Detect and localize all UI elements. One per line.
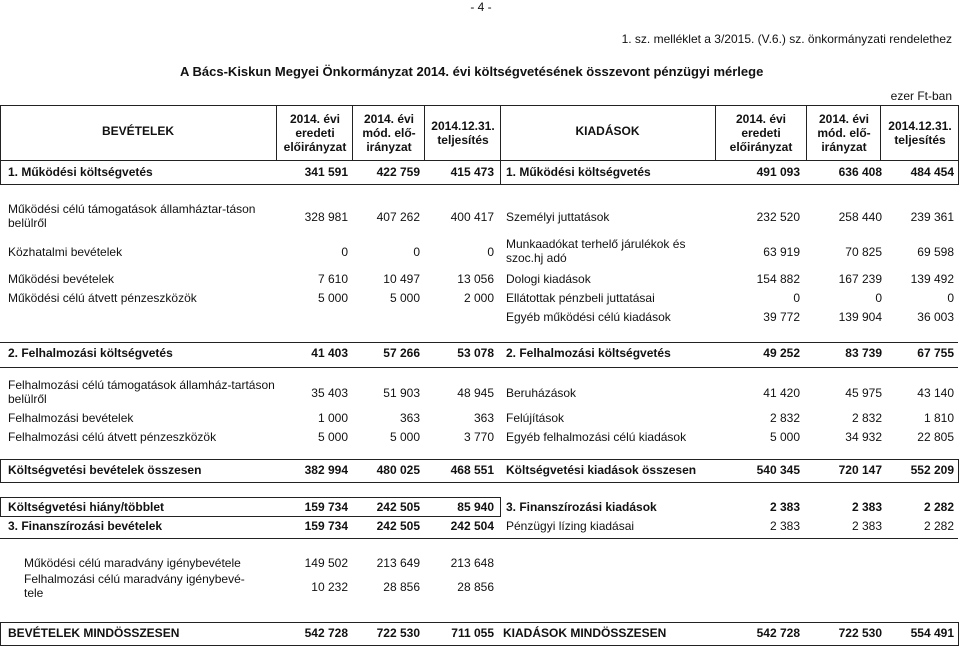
right-s1-row0-v1: 258 440 [838,210,882,224]
right-s1-row1-label: Munkaadókat terhelő járulékok és szoc.hj adó [506,237,686,265]
right-s2-row0-v0: 41 420 [763,386,800,400]
right-s3-v0: 2 383 [769,500,800,514]
right-grand-v1: 722 530 [838,626,882,640]
right-s3-row0-v0: 2 383 [769,519,800,533]
left-s3-row1-v0: 10 232 [311,580,348,594]
page-number: - 4 - [470,0,492,14]
left-s1-label: 1. Működési költségvetés [8,165,153,179]
right-s1-label: 1. Működési költségvetés [506,165,651,179]
right-s1-row4-v1: 139 904 [838,310,882,324]
right-s1-row2-label: Dologi kiadások [506,272,591,286]
deficit-v2: 85 940 [457,500,494,514]
left-s3-v1: 242 505 [376,519,420,533]
right-s1-row1-v2: 69 598 [917,245,954,259]
right-s2-row1-label: Felújítások [506,411,565,425]
left-s2-label: 2. Felhalmozási költségvetés [8,346,173,360]
right-s2-row0-label: Beruházások [506,386,577,400]
left-s3-row0-label: Működési célú maradvány igénybevétele [24,556,241,570]
left-s3-v0: 159 734 [304,519,348,533]
right-s2-row0-v1: 45 975 [845,386,882,400]
left-s3-row0-v1: 213 649 [376,556,420,570]
left-s1-row3-v2: 2 000 [463,291,494,305]
left-grand-v2: 711 055 [451,626,494,640]
right-s1-v2: 484 454 [910,165,954,179]
left-s1-row1-v1: 0 [413,245,420,259]
left-s1-row0-label: Működési célú támogatások államháztar-táson belülről [8,202,256,230]
right-s1-row2-v1: 167 239 [838,272,882,286]
left-s2-row0-label: Felhalmozási célú támogatások államház-tartáson belülről [8,378,275,406]
right-s2-row1-v1: 2 832 [851,411,882,425]
right-s1-row0-label: Személyi juttatások [506,210,610,224]
right-s2-v1: 83 739 [845,346,882,360]
deficit-label: Költségvetési hiány/többlet [8,500,165,514]
deficit-v1: 242 505 [376,500,420,514]
left-s1-row0-v1: 407 262 [376,210,420,224]
left-s3-label: 3. Finanszírozási bevételek [8,519,163,533]
left-s2-row1-v1: 363 [399,411,420,425]
right-s2-row1-v2: 1 810 [923,411,954,425]
col-actual-left: 2014.12.31. teljesítés [431,119,495,147]
right-s3-row0-v2: 2 282 [923,519,954,533]
right-total-v2: 552 209 [910,463,954,477]
left-s2-row0-v2: 48 945 [457,386,494,400]
left-s1-row0-v0: 328 981 [304,210,348,224]
left-s3-v2: 242 504 [450,519,494,533]
right-s1-row4-v0: 39 772 [763,310,800,324]
left-s1-row3-label: Működési célú átvett pénzeszközök [8,291,197,305]
left-s1-row1-v0: 0 [341,245,348,259]
col-original-right: 2014. évi eredeti előirányzat [729,112,793,154]
left-s1-row2-v2: 13 056 [457,272,494,286]
left-s2-v2: 53 078 [457,346,494,360]
right-s2-row1-v0: 2 832 [769,411,800,425]
left-s1-v1: 422 759 [376,165,420,179]
right-s3-row0-v1: 2 383 [851,519,882,533]
left-s2-row0-v1: 51 903 [383,386,420,400]
deficit-v0: 159 734 [304,500,348,514]
right-total-v0: 540 345 [756,463,800,477]
left-s1-row1-v2: 0 [487,245,494,259]
right-s1-row0-v2: 239 361 [910,210,954,224]
left-s3-row1-label: Felhalmozási célú maradvány igénybevé-tele [24,572,245,600]
right-s1-v1: 636 408 [838,165,882,179]
col-modified-right: 2014. évi mód. elő-irányzat [817,112,871,154]
right-s1-row4-label: Egyéb működési célú kiadások [506,310,671,324]
left-total-v0: 382 994 [304,463,348,477]
left-s2-v1: 57 266 [383,346,420,360]
left-s1-row2-v0: 7 610 [317,272,348,286]
right-s1-row2-v0: 154 882 [756,272,800,286]
left-s2-row2-v0: 5 000 [317,430,348,444]
left-s2-row2-v1: 5 000 [389,430,420,444]
left-s1-v0: 341 591 [304,165,348,179]
left-s2-row2-v2: 3 770 [463,430,494,444]
left-total-label: Költségvetési bevételek összesen [8,463,202,477]
right-s2-row2-v2: 22 805 [917,430,954,444]
left-s3-row1-v2: 28 856 [457,580,494,594]
revenues-header: BEVÉTELEK [101,124,174,138]
left-s2-v0: 41 403 [311,346,348,360]
expenses-header: KIADÁSOK [575,124,640,138]
right-s2-row2-v0: 5 000 [769,430,800,444]
left-s2-row0-v0: 35 403 [311,386,348,400]
right-s1-row3-v0: 0 [793,291,800,305]
left-s1-row3-v1: 5 000 [389,291,420,305]
page-title: A Bács-Kiskun Megyei Önkormányzat 2014. évi költségvetésének összevont pénzügyi mérlege [180,64,764,79]
left-s1-v2: 415 473 [450,165,494,179]
right-s1-v0: 491 093 [756,165,800,179]
right-s2-v0: 49 252 [763,346,800,360]
left-s2-row2-label: Felhalmozási célú átvett pénzeszközök [8,430,217,444]
right-s1-row1-v0: 63 919 [763,245,800,259]
right-grand-label: KIADÁSOK MINDÖSSZESEN [503,626,667,640]
left-s1-row2-v1: 10 497 [383,272,420,286]
left-total-v2: 468 551 [450,463,494,477]
left-s1-row2-label: Működési bevételek [8,272,115,286]
right-s1-row0-v0: 232 520 [756,210,800,224]
right-total-v1: 720 147 [838,463,882,477]
left-s1-row0-v2: 400 417 [450,210,494,224]
right-s1-row2-v2: 139 492 [910,272,954,286]
right-s2-row0-v2: 43 140 [917,386,954,400]
right-s1-row3-v1: 0 [875,291,882,305]
right-total-label: Költségvetési kiadások összesen [506,463,697,477]
right-s2-v2: 67 755 [917,346,954,360]
right-grand-v0: 542 728 [756,626,800,640]
left-s1-row3-v0: 5 000 [317,291,348,305]
right-s2-row2-label: Egyéb felhalmozási célú kiadások [506,430,687,444]
left-s2-row1-v0: 1 000 [317,411,348,425]
left-s1-row1-label: Közhatalmi bevételek [8,245,123,259]
right-s1-row3-v2: 0 [947,291,954,305]
right-s3-v2: 2 282 [923,500,954,514]
col-modified-left: 2014. évi mód. elő-irányzat [362,112,416,154]
right-s3-row0-label: Pénzügyi lízing kiadásai [506,519,635,533]
left-s3-row0-v2: 213 648 [450,556,494,570]
left-grand-v0: 542 728 [304,626,348,640]
right-s2-label: 2. Felhalmozási költségvetés [506,346,671,360]
right-s3-v1: 2 383 [851,500,882,514]
left-s3-row1-v1: 28 856 [383,580,420,594]
left-s2-row1-label: Felhalmozási bevételek [8,411,134,425]
annex-note: 1. sz. melléklet a 3/2015. (V.6.) sz. önkormányzati rendelethez [621,32,952,46]
right-s1-row3-label: Ellátottak pénzbeli juttatásai [506,291,655,305]
unit-label: ezer Ft-ban [890,89,952,103]
left-s3-row0-v0: 149 502 [304,556,348,570]
right-s2-row2-v1: 34 932 [845,430,882,444]
left-s2-row1-v2: 363 [473,411,494,425]
col-original-left: 2014. évi eredeti előirányzat [283,112,347,154]
right-s3-label: 3. Finanszírozási kiadások [506,500,657,514]
right-s1-row1-v1: 70 825 [845,245,882,259]
right-grand-v2: 554 491 [910,626,954,640]
left-grand-label: BEVÉTELEK MINDÖSSZESEN [8,626,180,640]
left-total-v1: 480 025 [376,463,420,477]
left-grand-v1: 722 530 [376,626,420,640]
right-s1-row4-v2: 36 003 [917,310,954,324]
col-actual-right: 2014.12.31. teljesítés [888,119,952,147]
